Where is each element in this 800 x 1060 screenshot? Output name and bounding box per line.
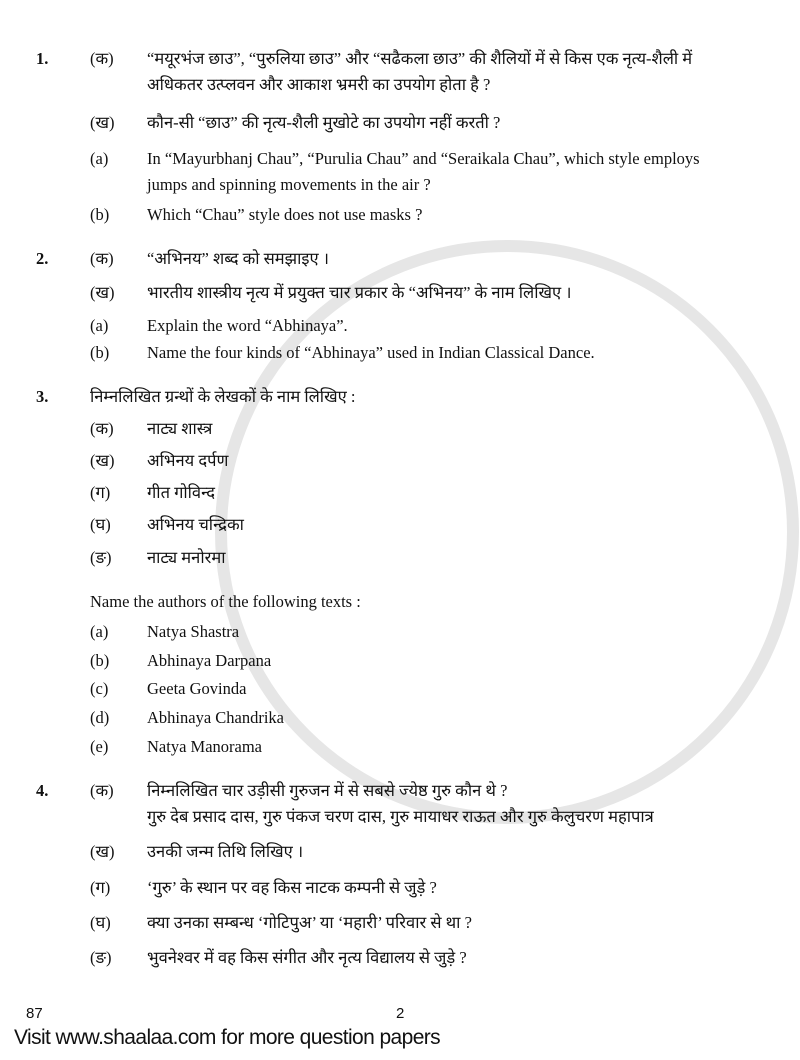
part-label: (b) bbox=[90, 651, 110, 670]
question-number: 4. bbox=[36, 781, 49, 800]
part-label: (ख) bbox=[90, 283, 115, 302]
part-label: (क) bbox=[90, 781, 114, 800]
question-2-kha bbox=[0, 280, 800, 306]
question-4-gha bbox=[0, 910, 800, 936]
part-text: “अभिनय” शब्द को समझाइए । bbox=[147, 249, 330, 268]
part-text: Natya Manorama bbox=[147, 737, 262, 756]
part-label: (क) bbox=[90, 419, 114, 438]
part-text: ‘गुरु’ के स्थान पर वह किस नाटक कम्पनी से जुड़े ? bbox=[147, 878, 437, 897]
part-text: उनकी जन्म तिथि लिखिए । bbox=[147, 842, 304, 861]
part-label: (b) bbox=[90, 343, 110, 362]
question-1-b bbox=[0, 202, 800, 228]
part-text: “मयूरभंज छाउ”, “पुरुलिया छाउ” और “सढैकला छाउ” की शैलियों में से किस एक नृत्य-शैली में अधिकतर उत्प्लवन और आकाश भ्रमरी का उपयोग होता है ? bbox=[147, 49, 693, 94]
part-label: (b) bbox=[90, 205, 110, 224]
question-3-intro-en bbox=[0, 589, 800, 615]
question-2-ka bbox=[0, 246, 800, 272]
part-label: (घ) bbox=[90, 515, 111, 534]
part-text: In “Mayurbhanj Chau”, “Purulia Chau” and “Seraikala Chau”, which style employs jumps and spinning movements in the air ? bbox=[147, 149, 700, 194]
part-label: (a) bbox=[90, 149, 109, 168]
part-label: (ङ) bbox=[90, 548, 112, 567]
question-1-kha bbox=[0, 110, 800, 136]
question-3-en-item bbox=[0, 734, 800, 760]
question-3-hi-item bbox=[0, 448, 800, 474]
intro-text: Name the authors of the following texts : bbox=[90, 592, 361, 611]
page-number: 2 bbox=[396, 1005, 405, 1022]
intro-text: निम्नलिखित ग्रन्थों के लेखकों के नाम लिखिए : bbox=[90, 387, 356, 406]
part-text: Explain the word “Abhinaya”. bbox=[147, 316, 348, 335]
part-label: (ख) bbox=[90, 842, 115, 861]
part-text-continuation: गुरु देब प्रसाद दास, गुरु पंकज चरण दास, गुरु मायाधर राऊत और गुरु केलुचरण महापात्र bbox=[147, 807, 654, 826]
part-label: (क) bbox=[90, 249, 114, 268]
part-text: Abhinaya Chandrika bbox=[147, 708, 285, 727]
question-4-ka bbox=[0, 778, 800, 804]
part-text: Abhinaya Darpana bbox=[147, 651, 272, 670]
part-text: नाट्य शास्त्र bbox=[147, 419, 213, 438]
part-label: (a) bbox=[90, 622, 109, 641]
part-text: Natya Shastra bbox=[147, 622, 240, 641]
question-number: 3. bbox=[36, 387, 49, 406]
part-text: Geeta Govinda bbox=[147, 679, 247, 698]
part-text: निम्नलिखित चार उड़ीसी गुरुजन में से सबसे ज्येष्ठ गुरु कौन थे ? bbox=[147, 781, 508, 800]
question-3-en-item bbox=[0, 619, 800, 645]
part-label: (घ) bbox=[90, 913, 111, 932]
question-4-ka-options bbox=[0, 804, 800, 830]
part-label: (ग) bbox=[90, 483, 111, 502]
part-text: कौन-सी “छाउ” की नृत्य-शैली मुखोटे का उपयोग नहीं करती ? bbox=[147, 113, 501, 132]
part-text: Name the four kinds of “Abhinaya” used in Indian Classical Dance. bbox=[147, 343, 595, 362]
part-text: गीत गोविन्द bbox=[147, 483, 215, 502]
question-1-ka bbox=[0, 46, 800, 98]
question-number: 2. bbox=[36, 249, 49, 268]
question-3-en-item bbox=[0, 705, 800, 731]
part-text: क्या उनका सम्बन्ध ‘गोटिपुअ’ या ‘महारी’ परिवार से था ? bbox=[147, 913, 472, 932]
paper-code: 87 bbox=[26, 1005, 43, 1022]
part-label: (ख) bbox=[90, 113, 115, 132]
question-3-intro-hi bbox=[0, 384, 800, 410]
part-text: अभिनय दर्पण bbox=[147, 451, 229, 470]
question-3-en-item bbox=[0, 676, 800, 702]
question-4-nga bbox=[0, 945, 800, 971]
part-text: अभिनय चन्द्रिका bbox=[147, 515, 244, 534]
question-number: 1. bbox=[36, 49, 49, 68]
part-text: भुवनेश्वर में वह किस संगीत और नृत्य विद्यालय से जुड़े ? bbox=[147, 948, 467, 967]
part-label: (e) bbox=[90, 737, 109, 756]
question-4-kha bbox=[0, 839, 800, 865]
part-label: (d) bbox=[90, 708, 110, 727]
part-label: (a) bbox=[90, 316, 109, 335]
part-text: नाट्य मनोरमा bbox=[147, 548, 226, 567]
visit-link[interactable]: Visit www.shaalaa.com for more question papers bbox=[14, 1026, 441, 1049]
question-3-hi-item bbox=[0, 480, 800, 506]
part-label: (c) bbox=[90, 679, 109, 698]
part-label: (क) bbox=[90, 49, 114, 68]
question-3-hi-item bbox=[0, 416, 800, 442]
part-label: (ग) bbox=[90, 878, 111, 897]
question-2-b bbox=[0, 340, 800, 366]
question-1-a bbox=[0, 146, 800, 198]
question-3-hi-item bbox=[0, 512, 800, 538]
question-4-ga bbox=[0, 875, 800, 901]
question-3-en-item bbox=[0, 648, 800, 674]
question-2-a bbox=[0, 313, 800, 339]
part-label: (ङ) bbox=[90, 948, 112, 967]
part-label: (ख) bbox=[90, 451, 115, 470]
part-text: Which “Chau” style does not use masks ? bbox=[147, 205, 423, 224]
question-3-hi-item bbox=[0, 545, 800, 571]
part-text: भारतीय शास्त्रीय नृत्य में प्रयुक्त चार प्रकार के “अभिनय” के नाम लिखिए । bbox=[147, 283, 572, 302]
